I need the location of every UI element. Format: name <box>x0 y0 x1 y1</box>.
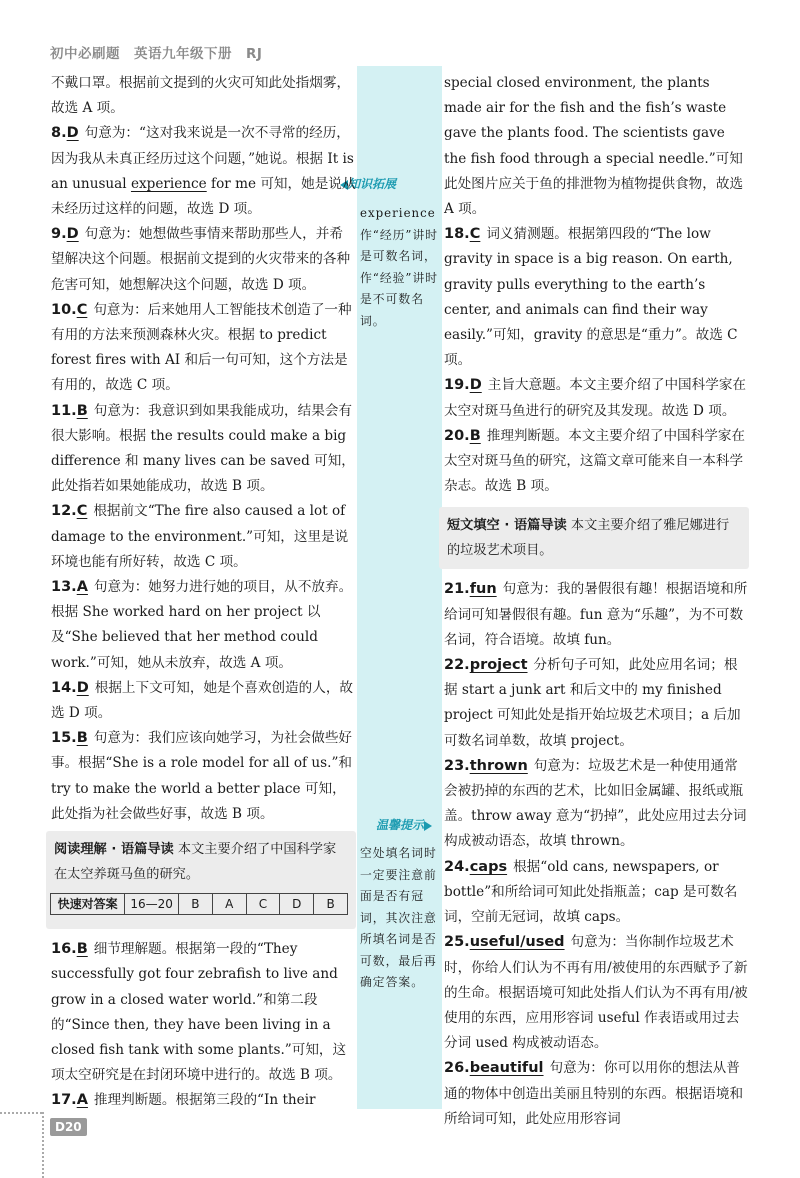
sidebar-tag-tip: 温馨提示 <box>376 816 432 833</box>
answer-item <box>51 575 356 676</box>
question-number: 26. <box>444 1060 470 1077</box>
sidebar-note-tip: 空处填名词时一定要注意前面是否有冠词，其次注意所填名词是否可数，最后再确定答案。 <box>360 846 437 989</box>
answer-list-left-2 <box>51 937 356 1113</box>
explanation-text: 词义猜测题。根据第四段的“The low gravity in space is a big reason. On earth, gravity pulls everything to the earth’s center, and animals can find their way easily.”可知，gravity 的意思是“重力”。故选 C 项。 <box>444 226 738 369</box>
answer-key: B <box>469 427 481 444</box>
answer-item <box>51 1088 356 1113</box>
corner-guide <box>42 1112 44 1178</box>
question-number: 8. <box>51 125 67 142</box>
question-number: 20. <box>444 427 470 444</box>
answer-item <box>51 298 356 399</box>
quick-answer-cell: B <box>314 894 348 915</box>
answer-key: B <box>76 730 88 747</box>
answer-item <box>444 222 749 373</box>
right-column <box>444 71 749 1132</box>
explanation-text: 句意为：“这对我来说是一次不寻常的经历，因为我从未真正经历过这个问题，”她说。根据 It is an unusual <box>51 125 354 192</box>
answer-item <box>444 373 749 423</box>
answer-key: D <box>66 125 79 142</box>
question-number: 14. <box>51 679 77 696</box>
question-number: 18. <box>444 226 470 243</box>
explanation-text: 主旨大意题。本文主要介绍了中国科学家在太空对斑马鱼进行的研究及其发现。故选 D 项。 <box>444 377 747 419</box>
continued-text: 不戴口罩。根据前文提到的火灾可知此处指烟雾，故选 A 项。 <box>51 75 351 117</box>
answer-item <box>51 121 356 222</box>
answer-item <box>51 676 356 726</box>
question-number: 24. <box>444 858 470 875</box>
question-number: 19. <box>444 377 470 394</box>
answer-key: fun <box>469 581 497 598</box>
question-number: 11. <box>51 402 77 419</box>
question-number: 25. <box>444 934 470 951</box>
sidebar-tag-knowledge: 知识拓展 <box>340 175 396 192</box>
answer-key: project <box>469 657 528 674</box>
answer-item <box>444 754 749 855</box>
explanation-text: 句意为：你可以用你的想法从普通的物体中创造出美丽且特别的东西。根据语境和所给词可知，此处应用形容词 <box>444 1060 744 1127</box>
pointer-right-icon <box>424 821 432 831</box>
answer-key: C <box>76 301 88 318</box>
answer-key: D <box>66 226 79 243</box>
question-number: 16. <box>51 941 77 958</box>
corner-guide <box>0 1112 42 1114</box>
underlined-phrase: experience <box>130 175 207 192</box>
answer-list-right-2 <box>444 577 749 1131</box>
question-number: 23. <box>444 757 470 774</box>
quick-answer-cell: D <box>280 894 314 915</box>
explanation-text: 句意为：我意识到如果我能成功，结果会有很大影响。根据 the results could make a big difference 和 many lives can be saved 可知，此处指若如果她能成功，故选 B 项。 <box>51 402 355 495</box>
explanation-text: 句意为：我们应该向她学习，为社会做些好事。根据“She is a role model for all of us.”和 try to make the world a better place 可知，此处指为社会做些好事，故选 B 项。 <box>51 730 353 822</box>
answer-key: beautiful <box>469 1060 544 1077</box>
explanation-text: 句意为：她努力进行她的项目，从不放弃。根据 She worked hard on her project 以及“She believed that her method could work.”可知，她从未放弃，故选 A 项。 <box>51 579 353 671</box>
explanation-text: 句意为：垃圾艺术是一种使用通常会被扔掉的东西的艺术，比如旧金属罐、报纸或瓶盖。throw away 意为“扔掉”，此处应用过去分词构成被动语态，故填 thrown。 <box>444 757 747 850</box>
answer-key: C <box>469 226 481 243</box>
explanation-text: for me 可知，她是说从未经历过这样的问题，故选 D 项。 <box>51 175 356 218</box>
answer-key: caps <box>469 858 508 875</box>
question-number: 12. <box>51 503 77 520</box>
answer-item <box>444 424 749 500</box>
answer-key: B <box>76 402 88 419</box>
question-number: 15. <box>51 730 77 747</box>
answer-key: A <box>76 1092 88 1109</box>
quick-answer-header: 快速对答案 <box>51 894 125 915</box>
answer-key: D <box>469 377 482 394</box>
explanation-text: 句意为：我的暑假很有趣！根据语境和所给词可知暑假很有趣。fun 意为“乐趣”，为不可数名词，符合语境。故填 fun。 <box>444 581 748 648</box>
sidebar-note-knowledge: experience 作“经历”讲时是可数名词，作“经验”讲时是不可数名词。 <box>360 206 439 328</box>
quick-answer-cell: B <box>178 894 212 915</box>
answer-item <box>444 1056 749 1132</box>
section-reading-guide: 阅读理解 · 语篇导读 本文主要介绍了中国科学家在太空养斑马鱼的研究。 快速对答案 16—20 B A C D B <box>46 831 356 929</box>
question-number: 22. <box>444 657 470 674</box>
question-number: 17. <box>51 1092 77 1109</box>
answer-item <box>444 855 749 931</box>
explanation-text: 分析句子可知，此处应用名词；根据 start a junk art 和后文中的 my finished project 可知此处是指开始垃圾艺术项目；a 后加可数名词单数，故填 project。 <box>444 657 741 749</box>
answer-item <box>51 499 356 575</box>
explanation-text: 细节理解题。根据第一段的“They successfully got four zebrafish to live and grow in a closed water world.”和第二段的“Since then, they have been living in a closed fish tank with some plants.”可知，这项太空研究是在封闭环境中进行的。故选 B 项。 <box>51 941 347 1084</box>
answer-item <box>51 726 356 827</box>
answer-key: useful/used <box>469 934 565 951</box>
answer-item <box>51 222 356 298</box>
answer-key: C <box>76 503 88 520</box>
running-header: 初中必刷题 英语九年级下册 RJ <box>50 46 263 62</box>
quick-answer-range: 16—20 <box>125 894 179 915</box>
explanation-text: 根据上下文可知，她是个喜欢创造的人，故选 D 项。 <box>51 679 354 722</box>
question-number: 13. <box>51 579 77 596</box>
explanation-text: 句意为：当你制作垃圾艺术时，你给人们认为不再有用/被使用的东西赋予了新的生命。根据语境可知此处指人们认为不再有用/被使用的东西，应用形容词 useful 作表语或用过去分词 used 构成被动语态。 <box>444 934 748 1052</box>
answer-item <box>444 930 749 1056</box>
explanation-text: 根据前文“The fire also caused a lot of damage to the environment.”可知，这里是说环境也能有所好转，故选 C 项。 <box>51 503 349 570</box>
answer-item <box>444 653 749 754</box>
question-number: 10. <box>51 301 77 318</box>
quick-answer-cell: A <box>212 894 246 915</box>
answer-item <box>51 937 356 1088</box>
explanation-text: 推理判断题。根据第三段的“In their <box>93 1092 316 1109</box>
answer-key: A <box>76 579 88 596</box>
quick-answer-table <box>50 893 348 915</box>
left-column <box>51 71 356 1114</box>
section-cloze-guide: 短文填空 · 语篇导读 本文主要介绍了雅尼娜进行的垃圾艺术项目。 <box>439 507 749 569</box>
explanation-text: 句意为：后来她用人工智能技术创造了一种有用的方法来预测森林火灾。根据 to predict forest fires with AI 和后一句可知，这个方法是有用的，故选 C 项。 <box>51 301 352 394</box>
answer-item <box>444 577 749 653</box>
question-number: 9. <box>51 226 67 243</box>
quick-answer-cell: C <box>246 894 280 915</box>
answer-key: D <box>76 679 89 696</box>
answer-item <box>51 399 356 500</box>
explanation-text: 句意为：她想做些事情来帮助那些人，并希望解决这个问题。根据前文提到的火灾带来的各种危害可知，她想解决这个问题，故选 D 项。 <box>51 226 351 293</box>
page-number: D20 <box>50 1118 87 1136</box>
answer-list-right <box>444 71 749 499</box>
answer-key: thrown <box>469 757 528 774</box>
question-number: 21. <box>444 581 470 598</box>
answer-list-left <box>51 71 356 827</box>
explanation-text: 根据“old cans, newspapers, or bottle”和所给词可知此处指瓶盖；cap 是可数名词，空前无冠词，故填 caps。 <box>444 858 738 926</box>
explanation-text: 推理判断题。本文主要介绍了中国科学家在太空对斑马鱼的研究，这篇文章可能来自一本科学杂志。故选 B 项。 <box>444 427 746 495</box>
continued-text: special closed environment, the plants made air for the fish and the fish’s waste gave the plants food. The scientists gave the fish food through a special needle.”可知此处图片应关于鱼的排泄物为植物提供食物，故选 A 项。 <box>444 75 744 218</box>
answer-key: B <box>76 941 88 958</box>
